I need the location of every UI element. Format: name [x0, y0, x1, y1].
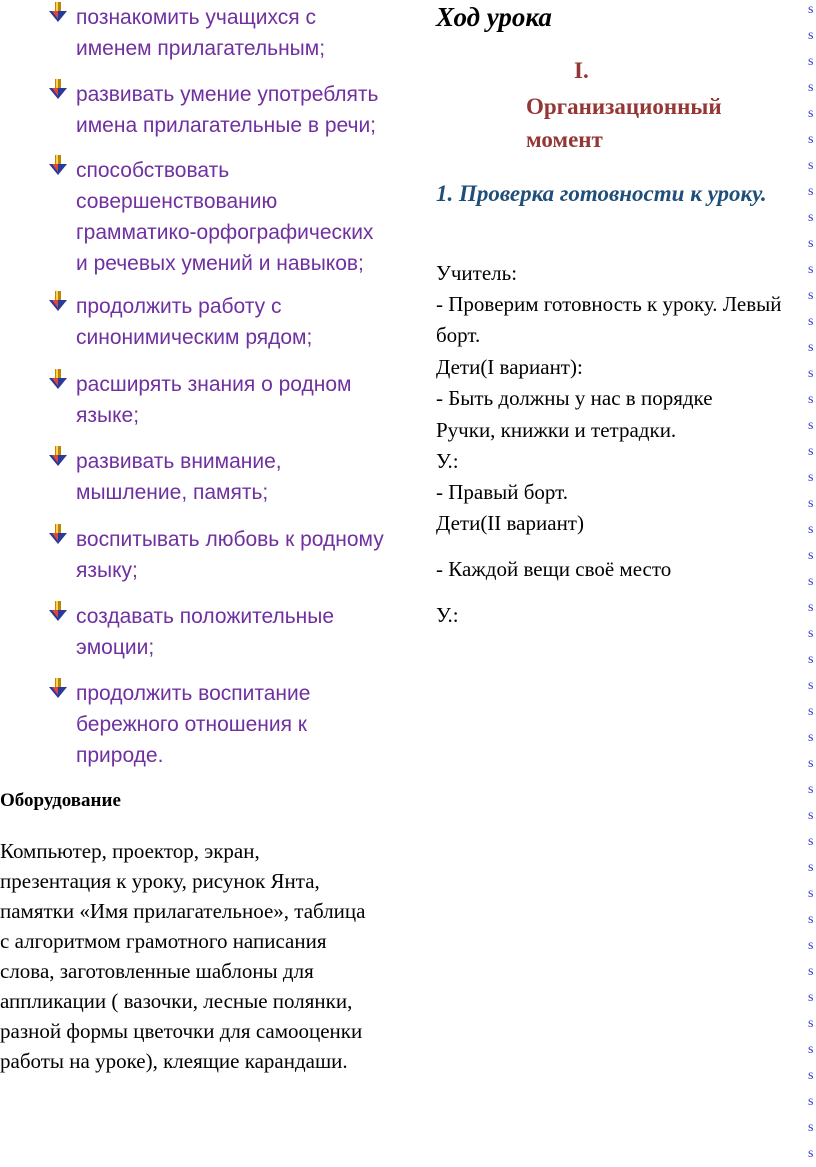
margin-glyph: s	[808, 548, 814, 563]
arrow-down-icon	[48, 445, 68, 467]
margin-glyph: s	[808, 288, 814, 303]
goal-text: развивать умение употреблять имена прилагательные в речи;	[76, 83, 379, 137]
margin-glyph: s	[808, 522, 814, 537]
margin-glyph: s	[808, 1146, 814, 1161]
goal-text: продолжить работу с синонимическим рядом;	[76, 295, 313, 349]
margin-glyph: s	[808, 626, 814, 641]
goal-text: развивать внимание, мышление, память;	[76, 450, 282, 504]
goal-text: продолжить воспитание бережного отношения к природе.	[76, 682, 311, 767]
margin-glyph: s	[808, 418, 814, 433]
margin-glyph: s	[808, 28, 814, 43]
subsection-title: 1. Проверка готовности к уроку.	[436, 181, 767, 206]
margin-glyph: s	[808, 860, 814, 875]
margin-glyph: s	[808, 834, 814, 849]
margin-glyph: s	[808, 80, 814, 95]
margin-glyph: s	[808, 1042, 814, 1057]
margin-glyph: s	[808, 912, 814, 927]
goal-item	[48, 2, 388, 64]
arrow-down-icon	[48, 677, 68, 699]
dialogue-line: Ручки, книжки и тетрадки.	[436, 418, 677, 442]
margin-glyph: s	[808, 366, 814, 381]
dialogue-line: - Правый борт.	[436, 480, 568, 504]
margin-glyph: s	[808, 184, 814, 199]
margin-glyph: s	[808, 470, 814, 485]
equipment-text: Компьютер, проектор, экран, презентация к уроку, рисунок Янта, памятки «Имя прилагательное», таблица с алгоритмом грамотного написания слова, заготовленные шаблоны для аппликации ( вазочки, лесные полянки, разной формы цветочки для самооценки работы на уроке), клеящие карандаши.	[0, 839, 366, 1073]
margin-glyph: s	[808, 54, 814, 69]
arrow-down-icon	[48, 523, 68, 545]
dialogue-line: борт.	[436, 323, 481, 347]
arrow-down-icon	[48, 600, 68, 622]
arrow-down-icon	[48, 154, 68, 176]
margin-glyph: s	[808, 262, 814, 277]
margin-glyph: s	[808, 1094, 814, 1109]
dialogue-line: У.:	[436, 603, 459, 627]
margin-glyph: s	[808, 444, 814, 459]
margin-glyph: s	[808, 158, 814, 173]
margin-glyph: s	[808, 938, 814, 953]
goal-item	[48, 155, 388, 279]
goal-item	[48, 291, 388, 353]
goal-item	[48, 79, 388, 141]
goal-text: создавать положительные эмоции;	[76, 605, 335, 659]
margin-glyph: s	[808, 678, 814, 693]
equipment-title: Оборудование	[0, 790, 121, 811]
section-title: Организационный момент	[526, 94, 722, 152]
dialogue-line: Дети(I вариант):	[436, 355, 583, 379]
dialogue-line: - Каждой вещи своё место	[436, 557, 672, 581]
goal-text: способствовать совершенствованию грамматико-орфографических и речевых умений и навыков;	[76, 159, 374, 275]
margin-glyph: s	[808, 2, 814, 17]
dialogue-line: Дети(II вариант)	[436, 511, 584, 535]
arrow-down-icon	[48, 78, 68, 100]
margin-glyph: s	[808, 1120, 814, 1135]
section-number: I.	[574, 58, 589, 83]
margin-glyph: s	[808, 574, 814, 589]
margin-glyph: s	[808, 756, 814, 771]
goal-text: расширять знания о родном языке;	[76, 373, 352, 427]
dialogue-line: - Быть должны у нас в порядке	[436, 386, 713, 410]
margin-glyph: s	[808, 314, 814, 329]
margin-glyph-strip	[808, 0, 816, 1167]
margin-glyph: s	[808, 236, 814, 251]
goal-item	[48, 369, 388, 431]
arrow-down-icon	[48, 368, 68, 390]
arrow-down-icon	[48, 1, 68, 23]
margin-glyph: s	[808, 1016, 814, 1031]
goal-item	[48, 678, 388, 771]
margin-glyph: s	[808, 106, 814, 121]
margin-glyph: s	[808, 210, 814, 225]
arrow-down-icon	[48, 290, 68, 312]
margin-glyph: s	[808, 730, 814, 745]
goal-text: воспитывать любовь к родному языку;	[76, 528, 384, 582]
goal-item	[48, 601, 388, 663]
margin-glyph: s	[808, 964, 814, 979]
margin-glyph: s	[808, 340, 814, 355]
margin-glyph: s	[808, 808, 814, 823]
margin-glyph: s	[808, 782, 814, 797]
margin-glyph: s	[808, 652, 814, 667]
margin-glyph: s	[808, 392, 814, 407]
goal-item	[48, 446, 388, 508]
margin-glyph: s	[808, 1068, 814, 1083]
dialogue-line: Учитель:	[436, 261, 518, 285]
margin-glyph: s	[808, 496, 814, 511]
goal-text: познакомить учащихся с именем прилагательным;	[76, 6, 326, 60]
margin-glyph: s	[808, 990, 814, 1005]
margin-glyph: s	[808, 704, 814, 719]
dialogue-line: У.:	[436, 449, 459, 473]
margin-glyph: s	[808, 886, 814, 901]
dialogue-line: - Проверим готовность к уроку. Левый	[436, 292, 782, 316]
lesson-title: Ход урока	[436, 2, 552, 32]
goal-item	[48, 524, 388, 586]
margin-glyph: s	[808, 600, 814, 615]
margin-glyph: s	[808, 132, 814, 147]
